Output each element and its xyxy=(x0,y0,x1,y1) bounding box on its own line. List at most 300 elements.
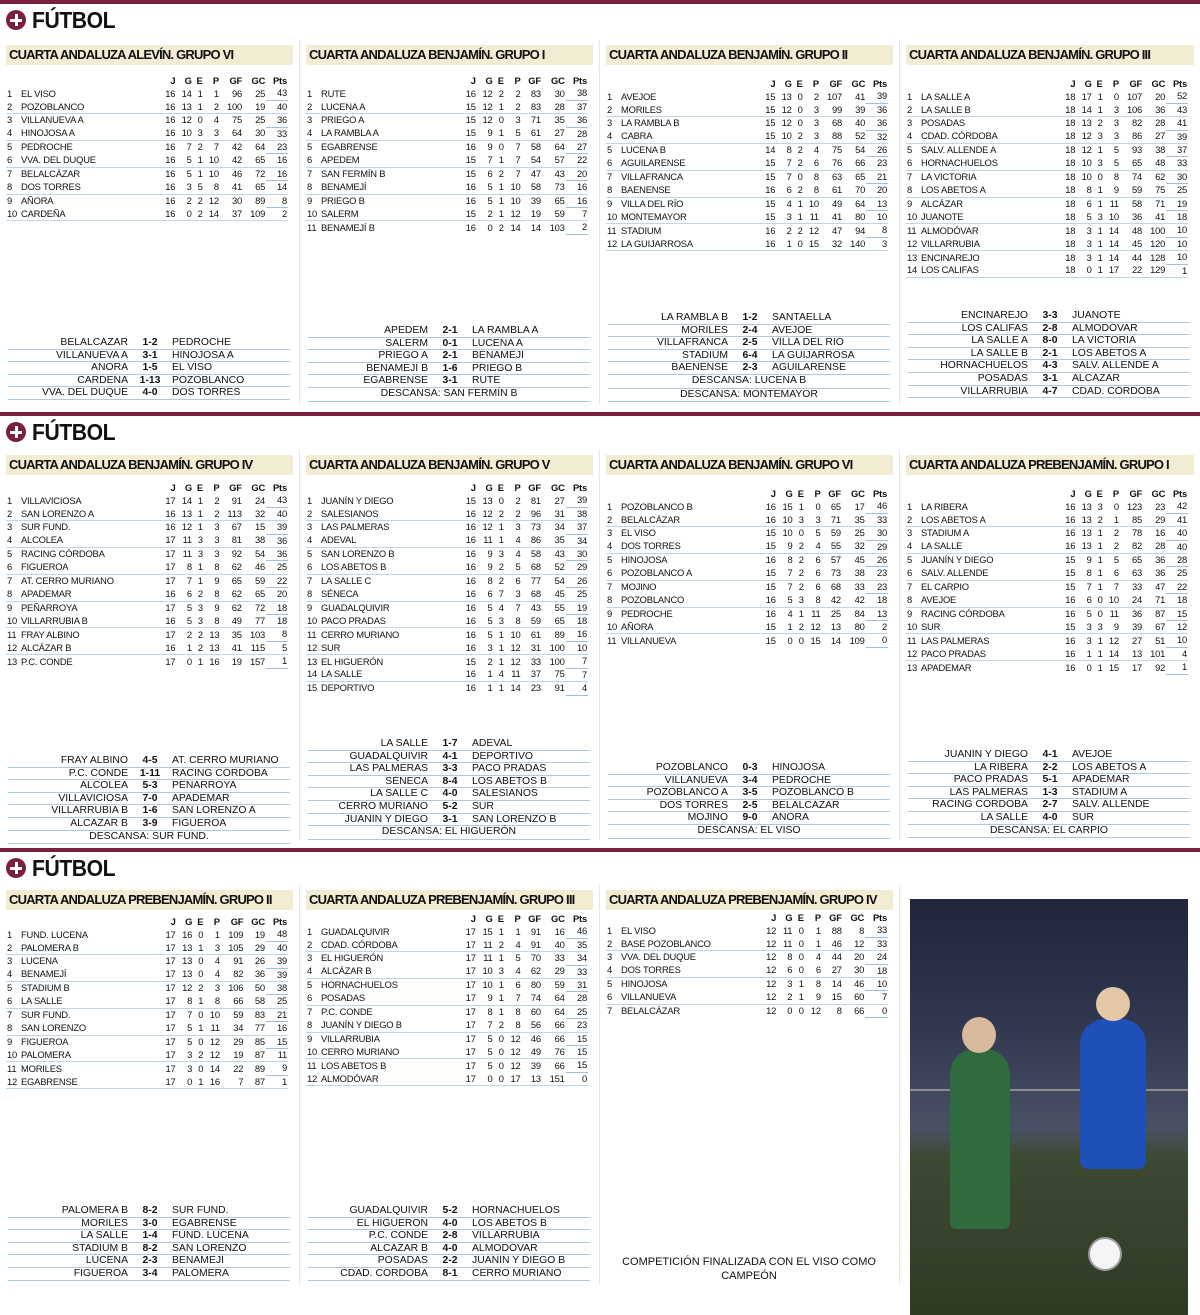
stat-cell: 45 xyxy=(854,554,865,566)
header-cell xyxy=(906,488,920,500)
stat-cell: 71 xyxy=(1143,594,1166,607)
stat-cell: 2 xyxy=(306,507,320,520)
stat-cell: 14 xyxy=(906,264,920,277)
header-cell: J xyxy=(470,913,476,924)
table-row xyxy=(606,924,888,937)
stat-cell: 13 xyxy=(176,507,192,520)
team-name: LA RAMBLA B xyxy=(621,117,680,129)
stat-cell: 2 xyxy=(1097,117,1103,129)
stat-cell: 8 xyxy=(787,554,793,566)
stat-cell: 2 xyxy=(606,103,620,116)
header-cell xyxy=(620,912,760,924)
stat-cell: 1 xyxy=(193,941,204,954)
table-row xyxy=(6,141,288,154)
home-team: JUANÍN Y DIEGO xyxy=(344,813,428,825)
stat-cell: 80 xyxy=(843,211,866,224)
result-row xyxy=(908,348,1190,361)
stat-cell: 17 xyxy=(460,1072,477,1085)
stat-cell: 3 xyxy=(193,127,204,140)
stat-cell: 7 xyxy=(505,992,522,1005)
team-name: LA SALLE xyxy=(20,995,160,1008)
table-row xyxy=(606,157,888,170)
table-row xyxy=(906,527,1188,540)
stat-cell: 2 xyxy=(515,87,521,99)
points-cell: 43 xyxy=(1166,103,1188,116)
stat-cell: 89 xyxy=(254,1062,265,1074)
table-row xyxy=(306,1019,588,1032)
stat-cell: 54 xyxy=(522,154,542,167)
stat-cell: 2 xyxy=(197,141,203,153)
header-cell xyxy=(606,78,620,90)
stat-cell: 7 xyxy=(777,567,794,580)
team-name: JUANOTE xyxy=(920,211,1060,224)
stat-cell: 72 xyxy=(255,168,266,180)
standings-table xyxy=(306,482,588,696)
table-header xyxy=(306,75,588,87)
stat-cell: 4 xyxy=(6,968,20,981)
stat-cell: 4 xyxy=(306,127,320,140)
stat-cell: 0 xyxy=(1076,264,1092,277)
points-cell: 10 xyxy=(1166,224,1188,237)
points-cell: 37 xyxy=(1166,144,1188,157)
stat-cell: 12 xyxy=(510,1032,521,1044)
stat-cell: 14 xyxy=(530,221,541,233)
table-row xyxy=(306,194,588,207)
stat-cell: 1 xyxy=(607,924,613,936)
table-row xyxy=(6,574,288,587)
stat-cell: 6 xyxy=(777,964,793,977)
score: 1-2 xyxy=(142,337,158,348)
stat-cell: 27 xyxy=(1143,130,1166,143)
stat-cell: 16 xyxy=(209,655,220,667)
stat-cell: 0 xyxy=(198,1009,204,1021)
stat-cell: 15 xyxy=(760,621,777,634)
header-cell: Pts xyxy=(273,482,287,493)
result-row xyxy=(308,1205,590,1218)
team-name: EL VISO xyxy=(21,87,56,99)
stat-cell: 9 xyxy=(7,601,13,613)
stat-cell: 16 xyxy=(465,87,476,99)
stat-cell: 3 xyxy=(1093,130,1104,143)
away-team: PEÑARROYA xyxy=(172,780,237,792)
results-list xyxy=(608,1255,890,1283)
team-name: DEPORTIVO xyxy=(321,682,375,694)
stat-cell: 1 xyxy=(197,575,203,587)
stat-cell: 16 xyxy=(465,575,476,587)
team-name: SUR FUND. xyxy=(21,521,71,533)
stat-cell: 1 xyxy=(487,682,493,694)
stat-cell: 12 xyxy=(766,924,777,936)
stat-cell: 4 xyxy=(204,968,221,981)
header-cell: GF xyxy=(828,488,841,499)
stat-cell: 58 xyxy=(530,548,541,560)
home-team: POSADAS xyxy=(977,372,1028,384)
stat-cell: 65 xyxy=(554,194,565,206)
table-row xyxy=(306,494,588,507)
table-row xyxy=(6,641,288,654)
stat-cell: 89 xyxy=(554,628,565,640)
stat-cell: 12 xyxy=(505,641,522,654)
stat-cell: 1 xyxy=(498,979,504,991)
team-name: VILLARRUBIA xyxy=(920,237,1060,250)
stat-cell: 113 xyxy=(220,507,242,520)
stat-cell: 7 xyxy=(187,1009,193,1021)
stat-cell: 8 xyxy=(487,575,493,587)
stat-cell: 13 xyxy=(907,661,918,673)
stat-cell: 13 xyxy=(822,621,842,634)
stat-cell: 3 xyxy=(307,521,313,533)
stat-cell: 12 xyxy=(510,655,521,667)
home-team: BENAMEJÍ B xyxy=(366,362,428,374)
points-cell: 38 xyxy=(566,87,588,100)
stat-cell: 66 xyxy=(554,1059,565,1071)
stat-cell: 4 xyxy=(505,965,522,978)
stat-cell: 17 xyxy=(160,1075,177,1088)
table-row xyxy=(6,208,288,221)
stat-cell: 34 xyxy=(221,1022,244,1035)
stat-cell: 1 xyxy=(197,655,203,667)
stat-cell: 1 xyxy=(1093,647,1104,660)
team-name: GUADALQUIVIR xyxy=(321,925,390,937)
stat-cell: 12 xyxy=(766,978,777,990)
stat-cell: 1 xyxy=(1093,567,1104,580)
stat-cell: 17 xyxy=(465,952,476,964)
stat-cell: 106 xyxy=(1120,103,1143,116)
points-cell: 33 xyxy=(1166,157,1188,170)
stat-cell: 2 xyxy=(193,1049,204,1062)
stat-cell: 18 xyxy=(1060,211,1076,224)
stat-cell: 20 xyxy=(854,951,865,963)
stat-cell: 9 xyxy=(907,607,913,619)
stat-cell: 7 xyxy=(515,601,521,613)
stat-cell: 7 xyxy=(787,581,793,593)
stat-cell: 15 xyxy=(765,117,776,129)
stat-cell: 59 xyxy=(830,527,841,539)
table-row xyxy=(6,601,288,614)
score: 1-6 xyxy=(142,805,158,817)
header-cell: GC xyxy=(251,75,266,86)
table-row xyxy=(606,594,888,607)
result-row xyxy=(8,755,290,768)
points-cell: 3 xyxy=(866,237,888,250)
stat-cell: 16 xyxy=(160,208,176,221)
stat-cell: 12 xyxy=(781,117,792,129)
header-cell: P xyxy=(1112,78,1119,89)
stat-cell: 17 xyxy=(165,1009,176,1021)
stat-cell: 62 xyxy=(220,588,242,601)
stat-cell: 15 xyxy=(760,567,777,580)
stat-cell: 1 xyxy=(193,561,204,574)
stat-cell: 8 xyxy=(177,995,194,1008)
stat-cell: 16 xyxy=(460,507,477,520)
stat-cell: 15 xyxy=(782,500,793,512)
football-photo xyxy=(910,899,1188,1315)
points-cell: 20 xyxy=(566,167,588,180)
stat-cell: 2 xyxy=(494,507,505,520)
table-row xyxy=(6,928,288,941)
table-header xyxy=(606,78,888,90)
stat-cell: 2 xyxy=(494,1019,505,1032)
header-cell: E xyxy=(796,78,803,89)
stat-cell: 9 xyxy=(777,540,794,553)
result-row xyxy=(8,350,290,363)
stat-cell: 0 xyxy=(798,924,804,936)
points-cell: 26 xyxy=(566,574,588,587)
stat-cell: 15 xyxy=(460,127,477,140)
standings-table xyxy=(906,78,1188,278)
team-name: MONTEMAYOR xyxy=(620,211,760,224)
table-row xyxy=(906,117,1188,130)
stat-cell: 11 xyxy=(307,1059,317,1071)
table-row xyxy=(6,1049,288,1062)
team-name: VILLAVICIOSA xyxy=(21,494,82,506)
table-row xyxy=(306,154,588,167)
home-team: LAS PALMERAS xyxy=(949,786,1028,798)
stat-cell: 29 xyxy=(542,965,566,978)
stat-cell: 72 xyxy=(255,601,266,613)
stat-cell: 17 xyxy=(465,1059,476,1071)
stat-cell: 7 xyxy=(786,171,792,183)
table-row xyxy=(306,588,588,601)
header-cell: E xyxy=(797,912,804,923)
stat-cell: 48 xyxy=(1132,224,1143,236)
stat-cell: 15 xyxy=(1065,581,1076,593)
result-row xyxy=(8,1205,290,1218)
header-cell: P xyxy=(212,75,219,86)
points-cell: 21 xyxy=(866,170,888,183)
stat-cell: 35 xyxy=(231,628,242,640)
stat-cell: 1 xyxy=(777,621,794,634)
score: 5-1 xyxy=(1042,774,1058,786)
score: 5-3 xyxy=(142,780,158,792)
stat-cell: 0 xyxy=(198,1035,204,1047)
result-row xyxy=(8,768,290,781)
header-cell: GF xyxy=(229,75,243,86)
stat-cell: 17 xyxy=(1132,661,1143,673)
stat-cell: 16 xyxy=(465,141,476,153)
team-name: LA GUIJARROSA xyxy=(620,237,760,250)
away-team: VILLA DEL RÍO xyxy=(772,337,844,349)
stat-cell: 1 xyxy=(197,494,203,506)
points-cell: 52 xyxy=(1166,90,1188,103)
result-row xyxy=(308,1230,590,1243)
team-name: AGUILARENSE xyxy=(620,157,760,170)
stat-cell: 2 xyxy=(186,628,192,640)
table-row xyxy=(306,521,588,534)
table-row xyxy=(306,1005,588,1018)
group-title: CUARTA ANDALUZA BENJAMÍN. GRUPO I xyxy=(306,45,593,65)
table-header xyxy=(906,78,1188,90)
score: 3-4 xyxy=(142,1267,158,1279)
stat-cell: 15 xyxy=(465,168,476,180)
header-cell: Pts xyxy=(573,482,587,493)
stat-cell: 1 xyxy=(197,168,203,180)
points-cell: 40 xyxy=(1166,527,1188,540)
points-cell: 18 xyxy=(566,615,588,628)
stat-cell: 25 xyxy=(255,87,266,99)
stat-cell: 4 xyxy=(6,534,20,547)
stat-cell: 64 xyxy=(542,992,566,1005)
stat-cell: 17 xyxy=(160,995,177,1008)
team-name: HORNACHUELOS xyxy=(321,979,398,991)
stat-cell: 2 xyxy=(197,194,203,206)
stat-cell: 6 xyxy=(815,554,821,566)
team-name: VILLANUEVA xyxy=(620,991,760,1004)
header-cell: Pts xyxy=(1173,488,1187,499)
stat-cell: 12 xyxy=(505,1046,522,1059)
result-row xyxy=(308,751,590,764)
stat-cell: 39 xyxy=(530,194,541,206)
team-name: CERRO MURIANO xyxy=(321,628,400,640)
stat-cell: 18 xyxy=(1060,130,1076,143)
away-team: SAN LORENZO A xyxy=(172,805,256,817)
team-name: RACING CÓRDOBA xyxy=(21,548,105,560)
score: 1-2 xyxy=(742,312,758,323)
stat-cell: 63 xyxy=(1120,567,1143,580)
home-team: LA SALLE A xyxy=(971,335,1028,347)
stat-cell: 11 xyxy=(607,224,617,236)
stat-cell: 13 xyxy=(307,655,318,667)
score: 5-2 xyxy=(442,1205,458,1216)
stat-cell: 17 xyxy=(165,982,176,994)
stat-cell: 10 xyxy=(782,527,793,539)
team-name: SALV. ALLENDE A xyxy=(921,144,997,156)
stat-cell: 1 xyxy=(1097,251,1103,263)
stat-cell: 10 xyxy=(906,211,920,224)
stat-cell: 10 xyxy=(209,1009,220,1021)
table-row xyxy=(906,90,1188,103)
result-row xyxy=(608,787,890,800)
stat-cell: 13 xyxy=(1081,500,1092,512)
score: 0-1 xyxy=(442,337,458,349)
result-row xyxy=(908,749,1190,762)
stat-cell: 4 xyxy=(213,114,219,126)
stat-cell: 17 xyxy=(160,941,177,954)
team-name: VILLARRUBIA B xyxy=(20,615,160,628)
team-name: LA VICTORIA xyxy=(921,171,977,183)
team-name: PALOMERA xyxy=(20,1049,160,1062)
stat-cell: 5 xyxy=(176,615,192,628)
stat-cell: 0 xyxy=(498,1032,504,1044)
away-team: SANTAELLA xyxy=(772,312,832,323)
stat-cell: 62 xyxy=(231,601,242,613)
stat-cell: 7 xyxy=(1086,581,1092,593)
team-name: APADEMAR xyxy=(921,661,972,673)
table-row xyxy=(306,1072,588,1085)
header-cell: G xyxy=(485,75,493,86)
stat-cell: 14 xyxy=(1104,647,1120,660)
stat-cell: 68 xyxy=(832,117,843,129)
stat-cell: 6 xyxy=(6,561,20,574)
header-cell: E xyxy=(1096,488,1103,499)
stat-cell: 7 xyxy=(307,575,313,587)
group-column xyxy=(900,40,1200,405)
section-band xyxy=(0,848,1200,852)
stat-cell: 10 xyxy=(482,979,493,991)
stat-cell: 6 xyxy=(515,575,521,587)
stat-cell: 3 xyxy=(494,615,505,628)
stat-cell: 13 xyxy=(482,494,493,506)
home-team: LA SALLE C xyxy=(370,788,428,800)
points-cell: 23 xyxy=(566,1019,588,1032)
stat-cell: 1 xyxy=(494,992,505,1005)
stat-cell: 41 xyxy=(220,641,242,654)
section-title: FÚTBOL xyxy=(32,854,116,881)
stat-cell: 11 xyxy=(7,1062,17,1074)
header-cell: GC xyxy=(850,488,865,499)
stat-cell: 17 xyxy=(165,1062,176,1074)
table-row xyxy=(6,1035,288,1048)
stat-cell: 8 xyxy=(606,184,620,197)
stat-cell: 16 xyxy=(160,100,176,113)
stat-cell: 5 xyxy=(187,1035,193,1047)
header-cell: G xyxy=(485,913,493,924)
stat-cell: 107 xyxy=(827,90,843,102)
group-column xyxy=(600,885,900,1285)
results-list xyxy=(908,310,1190,398)
stat-cell: 11 xyxy=(907,224,917,236)
stat-cell: 4 xyxy=(906,540,920,553)
stat-cell: 2 xyxy=(494,561,505,574)
stat-cell: 2 xyxy=(794,540,805,553)
stat-cell: 52 xyxy=(542,561,566,574)
stat-cell: 46 xyxy=(530,1032,541,1044)
home-team: SÉNECA xyxy=(385,775,428,787)
stat-cell: 1 xyxy=(197,87,203,99)
stat-cell: 2 xyxy=(6,941,20,954)
points-cell: 40 xyxy=(266,100,288,113)
stat-cell: 13 xyxy=(1081,117,1092,129)
stat-cell: 42 xyxy=(822,594,842,607)
stat-cell: 16 xyxy=(160,615,176,628)
stat-cell: 11 xyxy=(307,221,317,233)
header-cell: G xyxy=(185,916,193,927)
header-cell: Pts xyxy=(273,75,287,86)
stat-cell: 13 xyxy=(1081,527,1092,539)
away-team: RUTE xyxy=(472,375,501,387)
stat-cell: 14 xyxy=(181,494,192,506)
stat-cell: 1 xyxy=(494,534,505,547)
table-row xyxy=(906,103,1188,116)
table-row xyxy=(906,580,1188,593)
group-title: CUARTA ANDALUZA PREBENJAMÍN. GRUPO III xyxy=(306,890,593,910)
stat-cell: 18 xyxy=(1065,197,1076,209)
team-name: AÑORA xyxy=(620,621,760,634)
score: 2-2 xyxy=(1042,761,1058,773)
stat-cell: 8 xyxy=(804,184,820,197)
stat-cell: 18 xyxy=(1060,184,1076,197)
away-team: BENAMEJÍ xyxy=(472,350,524,362)
points-cell: 10 xyxy=(1166,634,1188,647)
away-team: PEDROCHE xyxy=(172,337,231,348)
section-title: FÚTBOL xyxy=(32,6,116,33)
stat-cell: 3 xyxy=(794,594,805,607)
stat-cell: 87 xyxy=(244,1049,266,1062)
standings-table xyxy=(606,488,888,648)
stat-cell: 8 xyxy=(1076,184,1092,197)
stat-cell: 18 xyxy=(1065,171,1076,183)
header-cell xyxy=(620,78,760,90)
team-name: ALMODÓVAR xyxy=(921,224,979,236)
stat-cell: 17 xyxy=(165,628,176,640)
table-header xyxy=(6,482,288,494)
table-row xyxy=(606,184,888,197)
table-row xyxy=(606,197,888,210)
stat-cell: 19 xyxy=(254,928,265,940)
stat-cell: 5 xyxy=(7,548,13,560)
stat-cell: 16 xyxy=(460,561,477,574)
stat-cell: 17 xyxy=(165,575,176,587)
